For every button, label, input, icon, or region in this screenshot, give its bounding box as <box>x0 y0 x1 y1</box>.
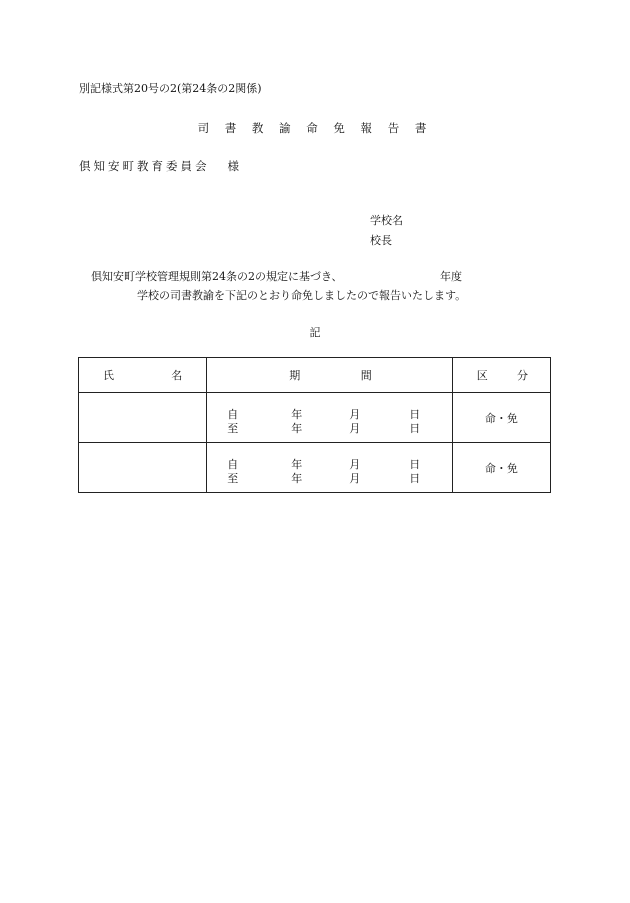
from-month-label: 月 <box>349 457 361 471</box>
division-cell[interactable]: 命・免 <box>452 393 550 443</box>
from-day-label: 日 <box>409 407 421 421</box>
principal-label: 校長 <box>370 234 392 247</box>
addressee-name: 倶知安町教育委員会 <box>79 159 210 173</box>
division-cell[interactable]: 命・免 <box>452 443 550 493</box>
to-year-label: 年 <box>291 421 303 435</box>
to-label: 至 <box>227 471 239 485</box>
ki-label: 記 <box>309 326 321 339</box>
body-text-line-1: 倶知安町学校管理規則第24条の2の規定に基づき、 <box>91 270 343 283</box>
report-table <box>78 357 551 493</box>
header-name-char-2: 名 <box>171 369 183 382</box>
header-name-char-1: 氏 <box>103 369 114 382</box>
header-division-char-2: 分 <box>517 369 528 382</box>
header-period-char-2: 間 <box>360 369 372 382</box>
to-month-label: 月 <box>349 471 361 485</box>
from-label: 自 <box>227 457 239 471</box>
table-row <box>79 393 551 443</box>
from-label: 自 <box>227 407 239 421</box>
to-day-label: 日 <box>409 471 421 485</box>
to-day-label: 日 <box>409 421 421 435</box>
addressee-honorific: 様 <box>227 159 242 173</box>
to-year-label: 年 <box>291 471 303 485</box>
document-title: 司 書 教 諭 命 免 報 告 書 <box>197 121 433 135</box>
period-cell[interactable] <box>207 393 453 443</box>
header-period <box>207 358 453 393</box>
table-header-row <box>79 358 551 393</box>
from-day-label: 日 <box>409 457 421 471</box>
name-cell[interactable] <box>79 393 207 443</box>
period-from-row <box>207 408 452 422</box>
header-name <box>79 358 207 393</box>
table-row <box>79 443 551 493</box>
from-year-label: 年 <box>291 407 303 421</box>
period-from-row <box>207 458 452 472</box>
period-to-row <box>207 472 452 486</box>
body-text-line-2: 学校の司書教諭を下記のとおり命免しましたので報告いたします。 <box>137 289 467 302</box>
header-division <box>452 358 550 393</box>
period-cell[interactable] <box>207 443 453 493</box>
from-month-label: 月 <box>349 407 361 421</box>
fiscal-year-suffix: 年度 <box>440 270 462 283</box>
addressee <box>79 158 242 174</box>
school-name-label: 学校名 <box>370 214 403 227</box>
form-reference: 別記様式第20号の2(第24条の2関係) <box>79 82 262 95</box>
header-period-char-1: 期 <box>289 369 301 382</box>
to-label: 至 <box>227 421 239 435</box>
from-year-label: 年 <box>291 457 303 471</box>
period-to-row <box>207 422 452 436</box>
to-month-label: 月 <box>349 421 361 435</box>
name-cell[interactable] <box>79 443 207 493</box>
header-division-char-1: 区 <box>476 369 488 382</box>
